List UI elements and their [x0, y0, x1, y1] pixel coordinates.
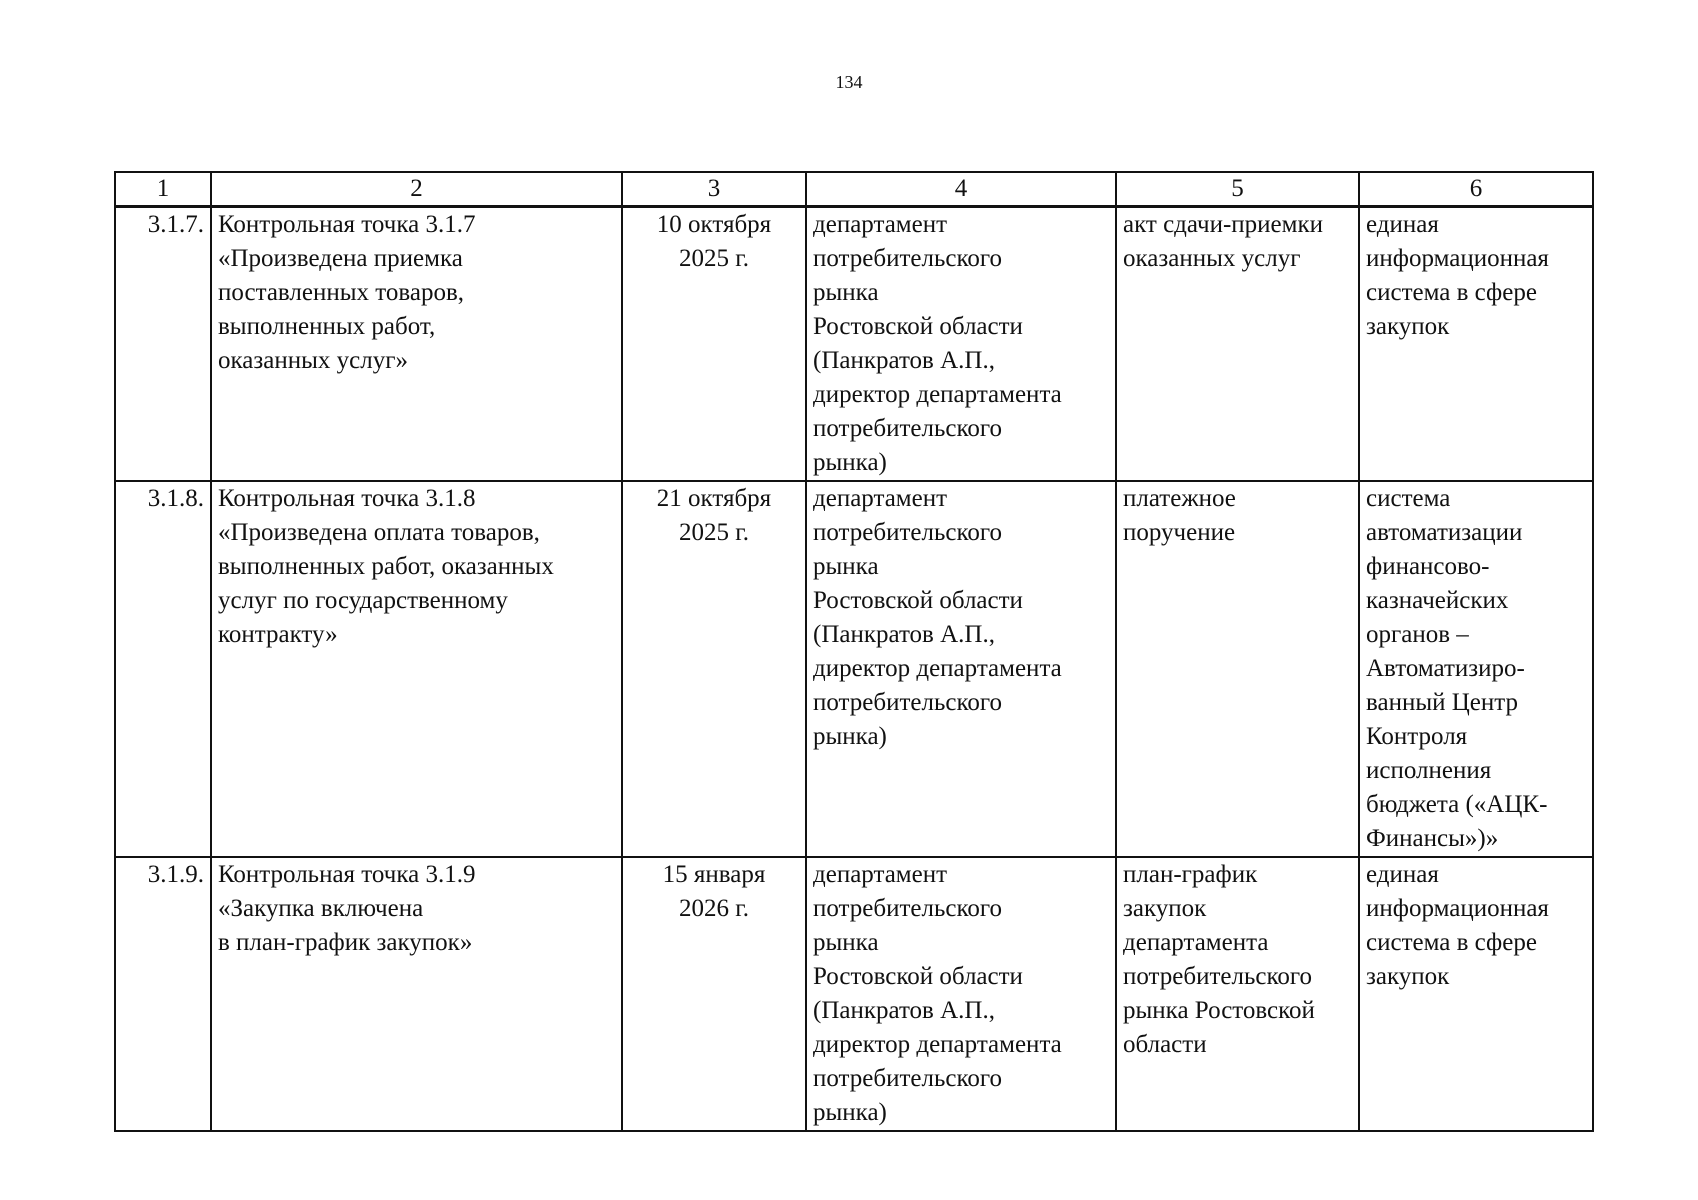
- information-system-text: единая информационная система в сфере закупок: [1366, 211, 1549, 340]
- control-point-name-text: Контрольная точка 3.1.9 «Закупка включена в план-график закупок»: [218, 861, 476, 956]
- confirming-document: [1116, 857, 1359, 1131]
- header-col-1: 1: [115, 172, 211, 207]
- confirming-document-text: план-график закупок департамента потребительского рынка Ростовской области: [1123, 861, 1315, 1058]
- deadline-date: [622, 857, 806, 1131]
- deadline-date-text: 21 октября 2025 г.: [656, 485, 772, 546]
- row-number: [115, 857, 211, 1131]
- header-row: [115, 172, 1593, 207]
- page-number: 134: [835, 72, 863, 92]
- control-point-name-text: Контрольная точка 3.1.8 «Произведена оплата товаров, выполненных работ, оказанных услуг по государственному контракту»: [218, 485, 554, 648]
- table-header: [115, 172, 1593, 207]
- control-point-name: [211, 857, 622, 1131]
- header-col-4: 4: [806, 172, 1116, 207]
- header-col-2: 2: [211, 172, 622, 207]
- information-system-text: единая информационная система в сфере закупок: [1366, 861, 1549, 990]
- confirming-document-text: платежное поручение: [1123, 485, 1236, 546]
- responsible-executor: [806, 481, 1116, 857]
- confirming-document: [1116, 207, 1359, 482]
- confirming-document: [1116, 481, 1359, 857]
- deadline-date: [622, 207, 806, 482]
- row-number-text: 3.1.7.: [147, 211, 204, 238]
- deadline-date: [622, 481, 806, 857]
- information-system: [1359, 857, 1593, 1131]
- row-number-text: 3.1.8.: [147, 485, 204, 512]
- table-row: [115, 481, 1593, 857]
- responsible-executor: [806, 207, 1116, 482]
- deadline-date-text: 10 октября 2025 г.: [656, 211, 772, 272]
- table-body: [115, 207, 1593, 1132]
- table-row: [115, 207, 1593, 482]
- row-number: [115, 207, 211, 482]
- responsible-executor: [806, 857, 1116, 1131]
- header-col-3: 3: [622, 172, 806, 207]
- row-number: [115, 481, 211, 857]
- information-system-text: система автоматизации финансово- казначейских органов – Автоматизиро- ванный Центр Контроля исполнения бюджета («АЦК- Финансы»)»: [1366, 485, 1548, 852]
- responsible-executor-text: департамент потребительского рынка Ростовской области (Панкратов А.П., директор департамента потребительского рынка): [813, 485, 1062, 750]
- table-row: [115, 857, 1593, 1131]
- deadline-date-text: 15 января 2026 г.: [662, 861, 766, 922]
- header-col-5: 5: [1116, 172, 1359, 207]
- header-col-6: 6: [1359, 172, 1593, 207]
- responsible-executor-text: департамент потребительского рынка Ростовской области (Панкратов А.П., директор департамента потребительского рынка): [813, 211, 1062, 476]
- confirming-document-text: акт сдачи-приемки оказанных услуг: [1123, 211, 1323, 272]
- control-points-table: [114, 171, 1594, 1132]
- information-system: [1359, 207, 1593, 482]
- information-system: [1359, 481, 1593, 857]
- control-point-name-text: Контрольная точка 3.1.7 «Произведена приемка поставленных товаров, выполненных работ, оказанных услуг»: [218, 211, 476, 374]
- responsible-executor-text: департамент потребительского рынка Ростовской области (Панкратов А.П., директор департамента потребительского рынка): [813, 861, 1062, 1126]
- control-point-name: [211, 481, 622, 857]
- row-number-text: 3.1.9.: [147, 861, 204, 888]
- control-point-name: [211, 207, 622, 482]
